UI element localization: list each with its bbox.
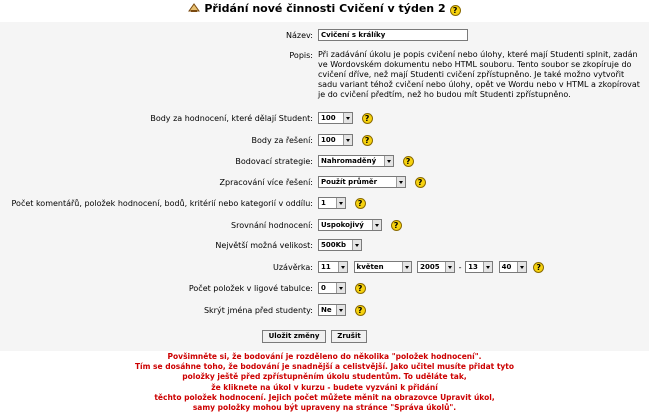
comparison-label: Srovnání hodnocení: [231,221,313,230]
maxsize-select[interactable]: 500Kb [318,239,362,251]
name-label: Název: [286,31,313,40]
notice-line: položky ještě před zpřístupněním úkolu studentům. To uděláte tak, [182,372,467,382]
chevron-down-icon [517,262,526,272]
cancel-button[interactable]: Zrušit [331,330,367,343]
help-icon[interactable]: ? [415,177,426,188]
chevron-down-icon [338,262,347,272]
league-label: Počet položek v ligové tabulce: [188,284,313,293]
chevron-down-icon [336,283,345,293]
name-input[interactable]: Cvičení s králíky [318,29,468,41]
notice-line: Povšimněte si, že bodování je rozděleno do několika "položek hodnocení". [167,352,482,361]
time-separator: - [458,262,462,272]
league-select[interactable]: 0 [318,282,346,294]
chevron-down-icon [343,135,352,145]
save-button[interactable]: Uložit změny [262,330,326,343]
help-icon[interactable]: ? [403,156,414,167]
help-icon[interactable]: ? [355,198,366,209]
elements-label: Počet komentářů, položek hodnocení, bodů, kritérií nebo kategorií v oddílu: [11,199,313,208]
help-icon[interactable]: ? [355,283,366,294]
page-title-bar [0,0,649,18]
comparison-select[interactable]: Uspokojivý [318,219,382,231]
help-icon[interactable]: ? [362,135,373,146]
chevron-down-icon [445,262,454,272]
strategy-label: Bodovací strategie: [235,157,313,166]
grading-notice [0,352,649,413]
help-icon[interactable]: ? [391,220,402,231]
chevron-down-icon [384,156,393,166]
chevron-down-icon [483,262,492,272]
hidenames-label: Skrýt jména před studenty: [203,306,313,315]
chevron-down-icon [336,305,345,315]
hidenames-select[interactable]: Ne [318,304,346,316]
strategy-select[interactable]: Nahromaděný [318,155,394,167]
deadline-label: Uzávěrka: [273,263,313,272]
deadline-minute-select[interactable]: 40 [499,261,527,273]
grade-submission-select[interactable]: 100 [318,134,353,146]
deadline-year-select[interactable]: 2005 [417,261,455,273]
deadline-month-select[interactable]: květen [354,261,412,273]
elements-select[interactable]: 1 [318,197,346,209]
deadline-hour-select[interactable]: 13 [465,261,493,273]
chevron-down-icon [343,113,352,123]
chevron-down-icon [402,262,411,272]
chevron-down-icon [336,198,345,208]
help-icon[interactable]: ? [355,305,366,316]
chevron-down-icon [396,177,405,187]
notice-line: Tím se dosáhne toho, že bodování je snadnější a celistvější. Jako učitel musíte přidat tyto [134,362,515,372]
notice-line: samy položky mohou být upraveny na stránce "Správa úkolů". [192,403,457,413]
page-title: Přidání nové činnosti Cvičení v týden 2 [204,2,446,15]
grade-submission-label: Body za řešení: [251,136,313,145]
help-icon[interactable]: ? [533,262,544,273]
notice-line: těchto položek hodnocení. Jejich počet můžete měnit na obrazovce Upravit úkol, [154,392,495,402]
multiple-label: Zpracování více řešení: [219,178,313,187]
chevron-down-icon [372,220,381,230]
description-text: Při zadávání úkolu je popis cvičení nebo úlohy, které mají Studenti splnit, zadán ve Wordovském dokumentu nebo HTML souboru. Tento soubor se zkopíruje do cvičení dříve, než mají Studenti cvičení zpřístupněno. Je také možno vytvořit sadu variant téhož cvičení nebo úlohy, opět ve Wordu nebo v HTML a zkopírovat je do cvičení předtím, než ho budou mít Studenti zpřístupněno. [318,50,640,99]
grade-assessment-select[interactable]: 100 [318,112,353,124]
assignment-form [0,22,649,351]
multiple-select[interactable]: Použít průměr [318,176,406,188]
chevron-down-icon [352,240,361,250]
help-icon[interactable]: ? [450,5,461,16]
grade-assessment-label: Body za hodnocení, které dělají Student: [150,114,313,123]
help-icon[interactable]: ? [362,113,373,124]
deadline-day-select[interactable]: 11 [318,261,348,273]
maxsize-label: Největší možná velikost: [215,241,313,250]
assignment-icon [188,2,200,13]
notice-line: že kliknete na úkol v kurzu - budete vyzváni k přidání [211,382,438,392]
description-label: Popis: [289,51,313,60]
